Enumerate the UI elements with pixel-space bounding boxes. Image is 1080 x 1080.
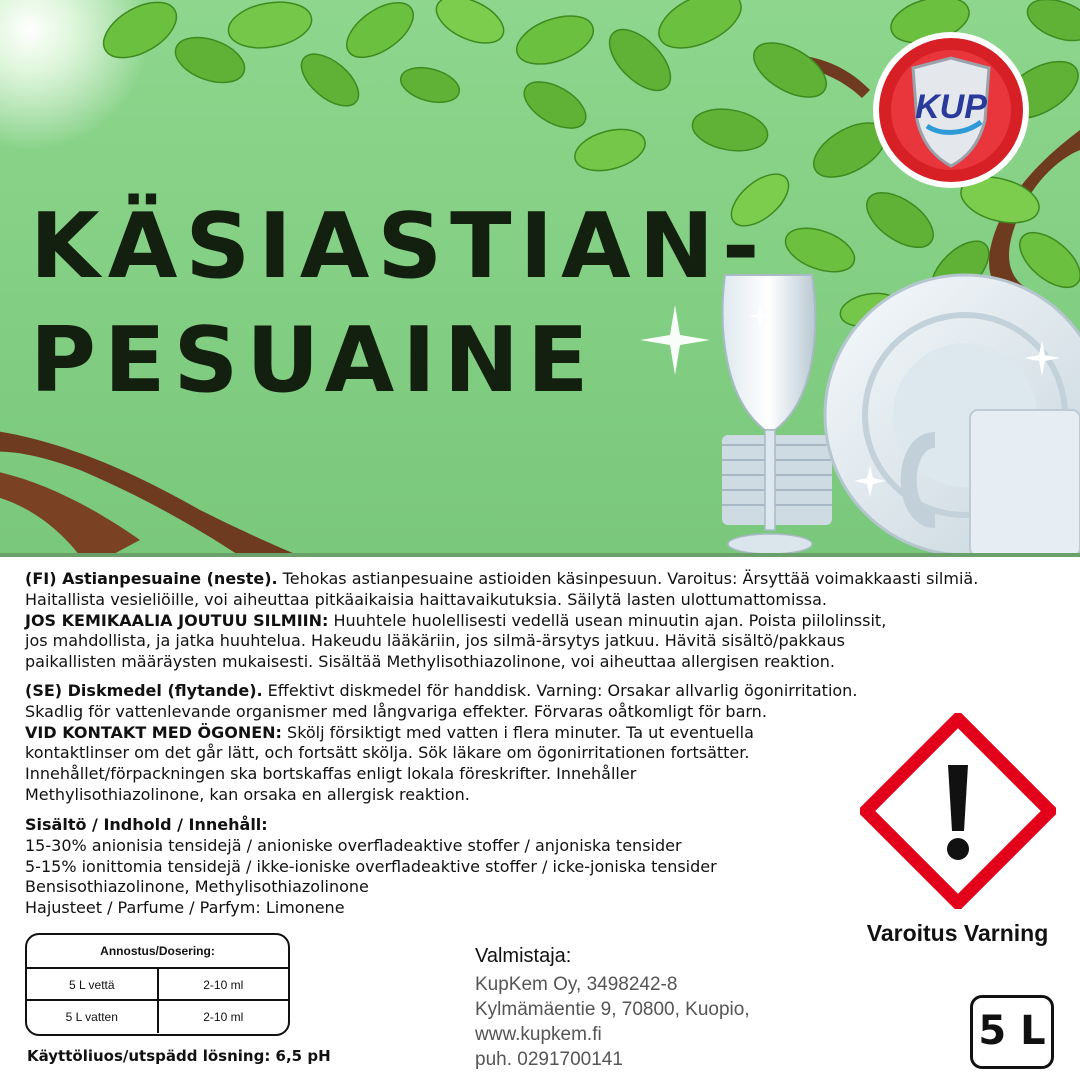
manufacturer-company: KupKem Oy, 3498242-8 (475, 974, 678, 995)
dosage-water: 5 L vatten (27, 1001, 159, 1033)
hazard-label: Varoitus Varning (866, 920, 1049, 946)
manufacturer-website: www.kupkem.fi (475, 1024, 602, 1045)
manufacturer-title: Valmistaja: (475, 945, 572, 967)
dosage-water: 5 L vettä (27, 969, 159, 999)
product-title-line1: KÄSIASTIAN- (30, 194, 768, 299)
se-line2: Skadlig för vattenlevande organismer med långvariga effekter. Förvaras oåtkomligt för barn. (25, 701, 767, 721)
contents-heading: Sisältö / Indhold / Innehåll: (25, 815, 268, 834)
manufacturer-phone: puh. 0291700141 (475, 1049, 623, 1070)
table-row (27, 969, 288, 1001)
fi-heading: (FI) Astianpesuaine (neste). (25, 569, 278, 588)
fi-instructions (25, 569, 978, 673)
exclamation-mark-hazard-icon (860, 713, 1056, 909)
contents-item: 15-30% anionisia tensidejä / anioniske overfladeaktive stoffer / anjoniska tensider (25, 835, 682, 855)
fi-line4: jos mahdollista, ja jatka huuhtelua. Hakeudu lääkäriin, jos silmä-ärsytys jatkuu. Hävitä sisältö/pakkaus (25, 631, 845, 651)
dosage-amount: 2-10 ml (203, 978, 244, 992)
se-line1: Effektivt diskmedel för handdisk. Varning: Orsakar allvarlig ögonirritation. (262, 681, 858, 700)
volume-badge: 5 L (970, 995, 1054, 1069)
fi-line2: Haitallista vesieliöille, voi aiheuttaa pitkäaikaisia haittavaikutuksia. Säilytä lasten ulottumattomissa. (25, 589, 827, 609)
banner-divider (0, 553, 1080, 557)
logo-text: KUP (915, 88, 987, 126)
product-title-line2: PESUAINE (30, 308, 597, 413)
contents-section (25, 815, 717, 919)
fi-line1: Tehokas astianpesuaine astioiden käsinpesuun. Varoitus: Ärsyttää voimakkaasti silmiä. (277, 569, 979, 588)
se-line3: Skölj försiktigt med vatten i flera minuter. Ta ut eventuella (281, 722, 754, 742)
contents-item: 5-15% ionittomia tensidejä / ikke-ioniske overfladeaktive stoffer / icke-joniska tensider (25, 856, 717, 876)
se-line5: Innehållet/förpackningen ska bortskaffas enligt lokala föreskrifter. Innehåller (25, 764, 637, 784)
contents-item: Bensisothiazolinone, Methylisothiazolinone (25, 877, 369, 897)
contents-item: Hajusteet / Parfume / Parfym: Limonene (25, 898, 345, 918)
manufacturer-address: Kylmämäentie 9, 70800, Kuopio, (475, 999, 750, 1020)
product-title (30, 190, 767, 418)
se-heading: (SE) Diskmedel (flytande). (25, 681, 263, 700)
plate-stack (722, 435, 832, 525)
se-line4: kontaktlinser om det går lätt, och fortsätt skölja. Sök läkare om ögonirritationen fortsätter. (25, 743, 750, 763)
se-line6: Methylisothiazolinone, kan orsaka en allergisk reaktion. (25, 784, 470, 804)
se-eye-heading: VID KONTAKT MED ÖGONEN: (25, 722, 282, 742)
fi-line5: paikallisten määräysten mukaisesti. Sisältää Methylisothiazolinone, voi aiheuttaa allergisen reaktion. (25, 652, 835, 672)
dosage-heading: Annostus/Dosering: (27, 935, 288, 969)
table-row (27, 1001, 288, 1033)
solution-ph: Käyttöliuos/utspädd lösning: 6,5 pH (27, 1047, 331, 1065)
se-instructions (25, 681, 857, 806)
fi-eye-heading: JOS KEMIKAALIA JOUTUU SILMIIN: (25, 610, 329, 630)
manufacturer-info (475, 945, 750, 1072)
dosage-amount: 2-10 ml (203, 1010, 244, 1024)
kup-logo (871, 30, 1031, 190)
dosage-table (25, 933, 290, 1036)
fi-line3: Huuhtele huolellisesti vedellä usean minuutin ajan. Poista piilolinssit, (328, 610, 887, 630)
